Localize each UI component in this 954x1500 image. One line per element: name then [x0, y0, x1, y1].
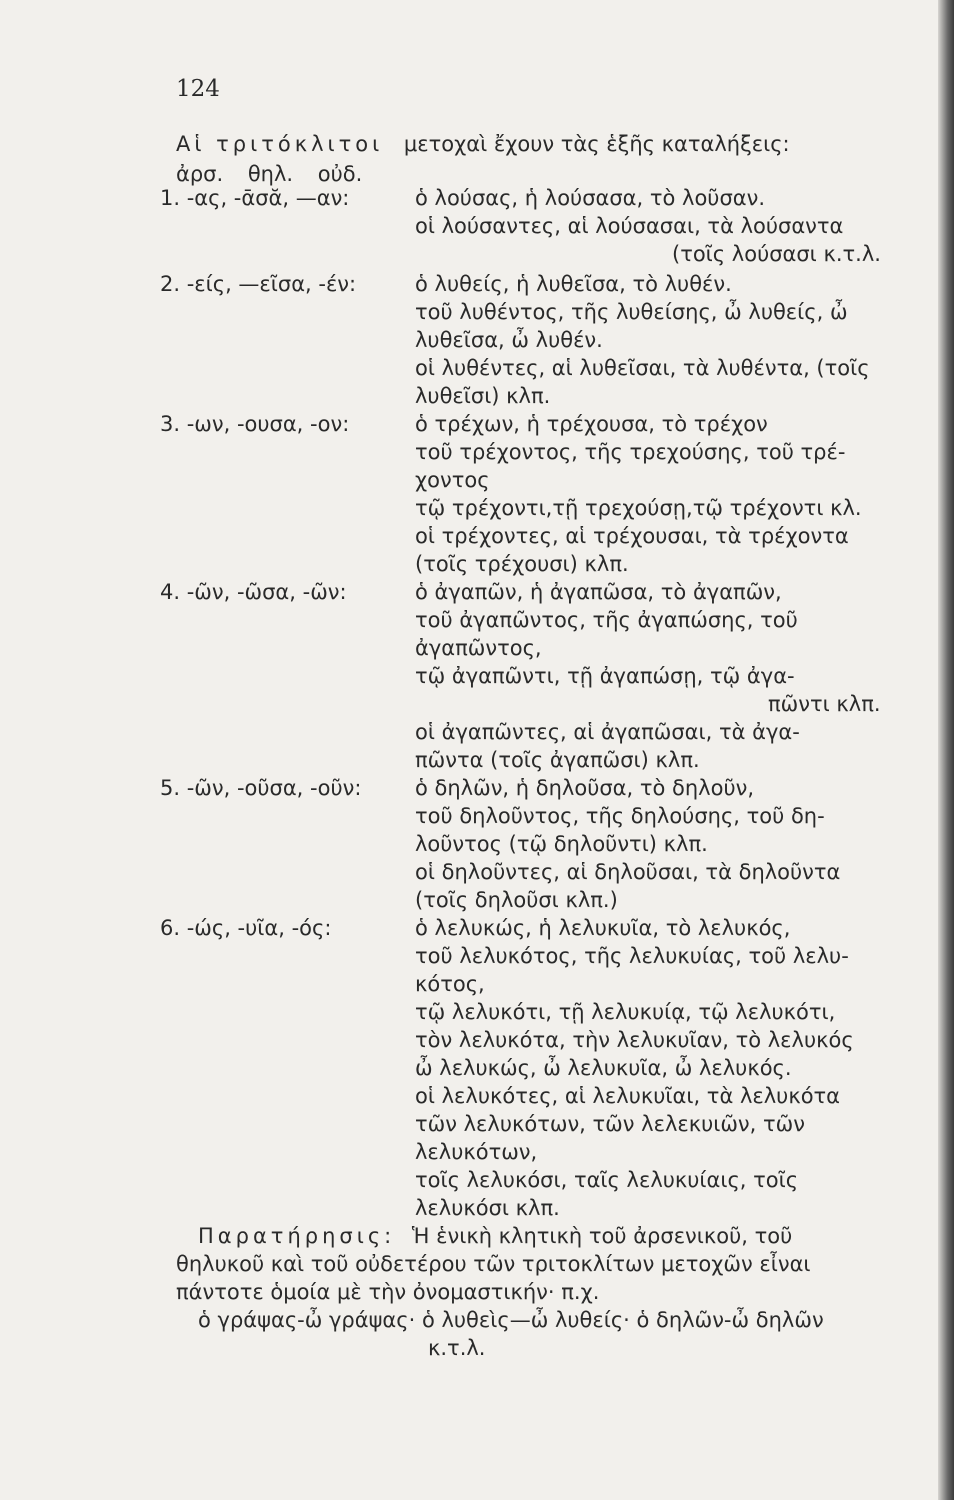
form-line: τῷ τρέχοντι,τῇ τρεχούσῃ,τῷ τρέχοντι κλ. — [415, 496, 862, 520]
form-line: τοῦ τρέχοντος, τῆς τρεχούσης, τοῦ τρέ- — [415, 440, 846, 464]
note-first-line — [198, 1222, 792, 1250]
form-line: (τοῖς τρέχουσι) κλπ. — [415, 552, 629, 576]
note-line: ὁ γράψας-ὦ γράψας· ὁ λυθεὶς—ὦ λυθείς· ὁ δηλῶν-ὦ δηλῶν — [198, 1308, 824, 1332]
form-line: τοῦ λελυκότος, τῆς λελυκυίας, τοῦ λελυ- — [415, 944, 849, 968]
form-line: τοῦ ἀγαπῶντος, τῆς ἀγαπώσης, τοῦ — [415, 608, 798, 632]
form-line: ὁ ἀγαπῶν, ἡ ἀγαπῶσα, τὸ ἀγαπῶν, — [415, 580, 782, 604]
form-line: λοῦντος (τῷ δηλοῦντι) κλπ. — [415, 832, 708, 856]
form-line: λυθεῖσι) κλπ. — [415, 384, 551, 408]
form-line: χοντος — [415, 468, 490, 492]
page-number: 124 — [176, 76, 220, 102]
intro-spaced: Αἱ τριτόκλιτοι — [176, 132, 384, 156]
form-line: τοῦ λυθέντος, τῆς λυθείσης, ὦ λυθείς, ὦ — [415, 300, 848, 324]
form-line: τῷ ἀγαπῶντι, τῇ ἀγαπώσῃ, τῷ ἀγα- — [415, 664, 795, 688]
form-line: τὸν λελυκότα, τὴν λελυκυῖαν, τὸ λελυκός — [415, 1028, 854, 1052]
form-line: ὦ λελυκώς, ὦ λελυκυῖα, ὦ λελυκός. — [415, 1056, 792, 1080]
form-line: τῶν λελυκότων, τῶν λελεκυιῶν, τῶν — [415, 1112, 805, 1136]
ending-4: 4. -ῶν, -ῶσα, -ῶν: — [160, 580, 347, 604]
form-line: οἱ λελυκότες, αἱ λελυκυῖαι, τὰ λελυκότα — [415, 1084, 841, 1108]
form-line: λελυκότων, — [415, 1140, 538, 1164]
note-heading: Παρατήρησις: — [198, 1224, 396, 1248]
form-line: τῷ λελυκότι, τῇ λελυκυίᾳ, τῷ λελυκότι, — [415, 1000, 836, 1024]
intro-rest: μετοχαὶ ἔχουν τὰς ἑξῆς καταλήξεις: — [403, 132, 790, 156]
ending-2: 2. -είς, —εῖσα, -έν: — [160, 272, 357, 296]
note-line: πάντοτε ὁμοία μὲ τὴν ὀνομαστικήν· π.χ. — [176, 1280, 600, 1304]
note-line: κ.τ.λ. — [428, 1336, 486, 1360]
form-line: λυθεῖσα, ὦ λυθέν. — [415, 328, 603, 352]
note-text: Ἡ ἑνικὴ κλητικὴ τοῦ ἀρσενικοῦ, τοῦ — [411, 1224, 793, 1248]
form-line: ὁ τρέχων, ἡ τρέχουσα, τὸ τρέχον — [415, 412, 768, 436]
page-edge-shadow — [938, 0, 954, 1500]
ending-5: 5. -ῶν, -οῦσα, -οῦν: — [160, 776, 362, 800]
intro-line — [176, 130, 790, 158]
form-line: λελυκόσι κλπ. — [415, 1196, 560, 1220]
form-line: ὁ λυθείς, ἡ λυθεῖσα, τὸ λυθέν. — [415, 272, 732, 296]
form-line: ἀγαπῶντος, — [415, 636, 542, 660]
form-line: ὁ δηλῶν, ἡ δηλοῦσα, τὸ δηλοῦν, — [415, 776, 755, 800]
form-line: ὁ λούσας, ἡ λούσασα, τὸ λοῦσαν. — [415, 186, 765, 210]
form-line: (τοῖς δηλοῦσι κλπ.) — [415, 888, 618, 912]
form-line: ὁ λελυκώς, ἡ λελυκυῖα, τὸ λελυκός, — [415, 916, 791, 940]
form-line: (τοῖς λούσασι κ.τ.λ. — [672, 242, 881, 266]
form-line: οἱ δηλοῦντες, αἱ δηλοῦσαι, τὰ δηλοῦντα — [415, 860, 841, 884]
form-line: οἱ ἀγαπῶντες, αἱ ἀγαπῶσαι, τὰ ἀγα- — [415, 720, 800, 744]
form-line: τοῦ δηλοῦντος, τῆς δηλούσης, τοῦ δη- — [415, 804, 825, 828]
note-line: θηλυκοῦ καὶ τοῦ οὐδετέρου τῶν τριτοκλίτων μετοχῶν εἶναι — [176, 1252, 811, 1276]
form-line: οἱ λυθέντες, αἱ λυθεῖσαι, τὰ λυθέντα, (τοῖς — [415, 356, 870, 380]
ending-1: 1. -ας, -ᾱσᾰ, —αν: — [160, 186, 350, 210]
form-line: οἱ λούσαντες, αἱ λούσασαι, τὰ λούσαντα — [415, 214, 844, 238]
gender-labels: ἀρσ. θηλ. οὐδ. — [176, 162, 363, 186]
form-line: κότος, — [415, 972, 485, 996]
ending-3: 3. -ων, -ουσα, -ον: — [160, 412, 350, 436]
ending-6: 6. -ώς, -υῖα, -ός: — [160, 916, 332, 940]
form-line: πῶντα (τοῖς ἀγαπῶσι) κλπ. — [415, 748, 700, 772]
form-line: τοῖς λελυκόσι, ταῖς λελυκυίαις, τοῖς — [415, 1168, 799, 1192]
form-line: πῶντι κλπ. — [768, 692, 881, 716]
form-line: οἱ τρέχοντες, αἱ τρέχουσαι, τὰ τρέχοντα — [415, 524, 849, 548]
